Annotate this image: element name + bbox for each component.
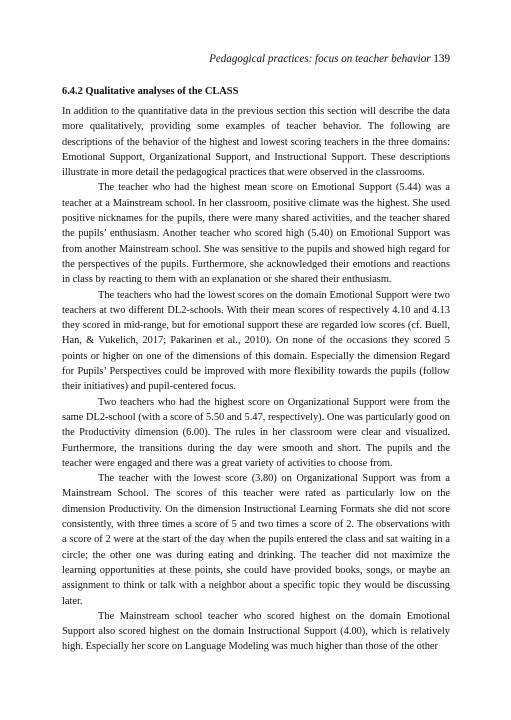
- page-number: 139: [433, 53, 450, 65]
- section-heading: 6.4.2 Qualitative analyses of the CLASS: [62, 86, 239, 97]
- paragraph-organizational-support-lowest: The teacher with the lowest score (3.80) on Organizational Support was from a Mainstream School. The scores of this teacher were rated as particularly low on the dimension Productivity. On the dimension Instructional Learning Formats she did not score consistently, with three times a score of 5 and two times a score of 2. The observations with a score of 2 were at the start of the day when the pupils entered the class and sat waiting in a circle; the other one was during eating and drinking. The teacher did not maximize the learning opportunities at these points, she could have provided books, songs, or maybe an assignment to think or talk with a neighbor about a specific topic they would be discussing later.: [62, 473, 450, 607]
- paragraph-emotional-support-lowest: The teachers who had the lowest scores on the domain Emotional Support were two teachers at two different DL2-schools. With their mean scores of respectively 4.10 and 4.13 they scored in mid-range, but for emotional support these are regarded low scores (cf. Buell, Han, & Vukelich, 2017; Pakarinen et al., 2010). On none of the occasions they scored 5 points or higher on one of the dimensions of this domain. Especially the dimension Regard for Pupils’ Perspectives could be improved with more flexibility towards the pupils (follow their initiatives) and pupil-centered focus.: [62, 289, 450, 393]
- paragraph-emotional-support-highest: The teacher who had the highest mean score on Emotional Support (5.44) was a teacher at a Mainstream school. In her classroom, positive climate was the highest. She used positive nicknames for the pupils, there were many shared activities, and the teacher shared the pupils’ enthusiasm. Another teacher who scored high (5.40) on Emotional Support was from another Mainstream school. She was sensitive to the pupils and showed high regard for the perspectives of the pupils. Furthermore, she acknowledged their emotions and reactions in class by reacting to them with an explanation or she shared their enthusiasm.: [62, 182, 450, 286]
- paragraph-instructional-support-highest: The Mainstream school teacher who scored highest on the domain Emotional Support also scored highest on the domain Instructional Support (4.00), which is relatively high. Especially her score on Language Modeling was much higher than those of the other: [62, 610, 450, 653]
- paragraph-organizational-support-highest: Two teachers who had the highest score on Organizational Support were from the same DL2-school (with a score of 5.50 and 5.47, respectively). One was particularly good on the Productivity dimension (6.00). The rules in her classroom were clear and visualized. Furthermore, the transitions during the day were smooth and short. The pupils and the teacher were engaged and there was a great variety of activities to choose from.: [62, 396, 450, 469]
- running-title: Pedagogical practices: focus on teacher behavior: [209, 53, 431, 65]
- page: [62, 52, 450, 655]
- running-header: [62, 52, 450, 66]
- paragraph-intro: In addition to the quantitative data in the previous section this section will describe the data more qualitatively, providing some examples of teacher behavior. The following are descriptions of the behavior of the highest and lowest scoring teachers in the three domains: Emotional Support, Organizational Support, and Instructional Support. These descriptions illustrate in more detail the pedagogical practices that were observed in the classrooms.: [62, 106, 450, 179]
